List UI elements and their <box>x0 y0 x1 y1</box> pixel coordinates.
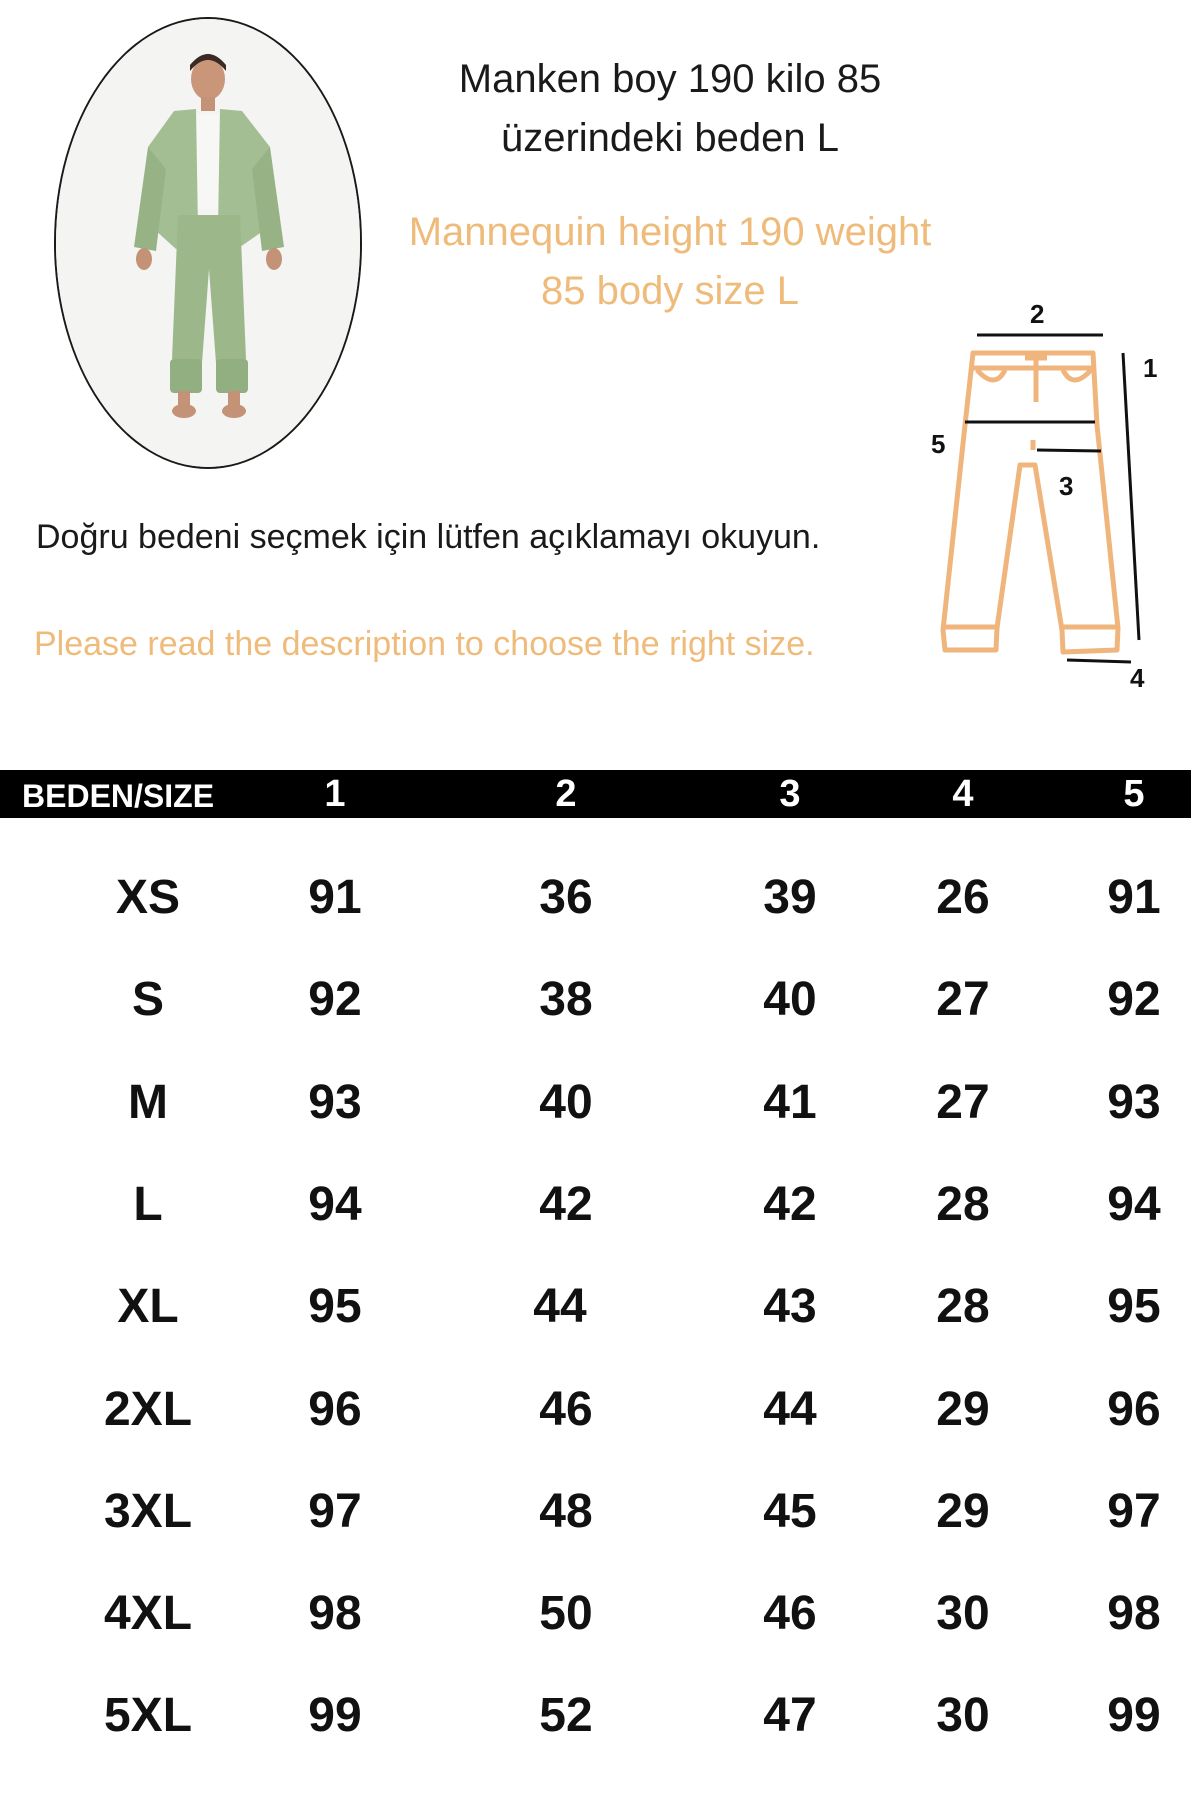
pants-measurement-diagram <box>925 290 1170 690</box>
table-row <box>0 1177 1200 1247</box>
size-label: 3XL <box>103 1485 193 1538</box>
model-info-turkish <box>370 50 970 168</box>
diagram-label-5: 5 <box>931 429 946 459</box>
table-row <box>0 1688 1200 1758</box>
size-label: S <box>131 973 165 1026</box>
size-label: M <box>128 1076 168 1129</box>
table-cell: 39 <box>763 871 817 924</box>
table-cell: 40 <box>539 1076 593 1129</box>
diagram-label-4: 4 <box>1130 663 1145 690</box>
model-info-tr-line2: üzerindeki beden L <box>500 116 840 160</box>
table-cell: 40 <box>763 973 817 1026</box>
table-cell: 96 <box>1107 1383 1161 1436</box>
diagram-label-3: 3 <box>1059 471 1074 501</box>
table-cell: 45 <box>763 1485 817 1538</box>
table-cell: 27 <box>936 973 990 1026</box>
table-cell: 97 <box>308 1485 362 1538</box>
table-cell: 26 <box>936 871 990 924</box>
table-cell: 98 <box>1107 1587 1161 1640</box>
table-cell: 27 <box>936 1076 990 1129</box>
table-cell: 92 <box>1107 973 1161 1026</box>
table-cell: 92 <box>308 973 362 1026</box>
table-cell: 29 <box>936 1485 990 1538</box>
table-cell: 28 <box>936 1178 990 1231</box>
table-cell: 28 <box>936 1280 990 1333</box>
model-info-en-line1: Mannequin height 190 weight <box>408 210 932 254</box>
table-cell: 50 <box>539 1587 593 1640</box>
table-cell: 47 <box>763 1689 817 1742</box>
table-cell: 42 <box>763 1178 817 1231</box>
size-label: XS <box>115 871 181 924</box>
table-cell: 44 <box>533 1280 587 1333</box>
model-info-en-line2: 85 body size L <box>541 269 799 313</box>
table-cell: 94 <box>1107 1178 1161 1231</box>
table-cell: 93 <box>1107 1076 1161 1129</box>
table-cell: 94 <box>308 1178 362 1231</box>
table-cell: 46 <box>539 1383 593 1436</box>
table-cell: 99 <box>1107 1689 1161 1742</box>
table-cell: 44 <box>763 1383 817 1436</box>
table-cell: 93 <box>308 1076 362 1129</box>
table-cell: 41 <box>763 1076 817 1129</box>
table-cell: 52 <box>539 1689 593 1742</box>
table-row <box>0 870 1200 940</box>
model-photo <box>54 17 362 469</box>
table-cell: 98 <box>308 1587 362 1640</box>
header-size: BEDEN/SIZE <box>22 778 215 814</box>
table-row <box>0 1279 1200 1349</box>
header-measure-4: 4 <box>952 773 974 815</box>
diagram-label-1: 1 <box>1143 353 1158 383</box>
instruction-turkish: Doğru bedeni seçmek için lütfen açıklamayı okuyun. <box>36 518 821 556</box>
size-label: 5XL <box>103 1689 193 1742</box>
header-measure-5: 5 <box>1123 773 1145 815</box>
table-cell: 42 <box>539 1178 593 1231</box>
table-cell: 48 <box>539 1485 593 1538</box>
size-table-header <box>0 770 1191 818</box>
table-cell: 99 <box>308 1689 362 1742</box>
pants-outline-icon <box>943 353 1118 652</box>
size-label: L <box>133 1178 163 1231</box>
size-label: 4XL <box>103 1587 193 1640</box>
model-info-english <box>370 203 970 321</box>
table-row <box>0 1075 1200 1145</box>
table-cell: 43 <box>763 1280 817 1333</box>
instruction-english: Please read the description to choose the right size. <box>34 625 815 663</box>
table-cell: 97 <box>1107 1485 1161 1538</box>
table-cell: 91 <box>308 871 362 924</box>
table-row <box>0 972 1200 1042</box>
table-cell: 95 <box>1107 1280 1161 1333</box>
size-label: 2XL <box>103 1383 193 1436</box>
model-info-tr-line1: Manken boy 190 kilo 85 <box>458 57 882 101</box>
size-label: XL <box>117 1280 179 1333</box>
header-measure-1: 1 <box>324 773 346 815</box>
model-figure-illustration <box>56 19 360 467</box>
header-measure-3: 3 <box>779 773 801 815</box>
table-cell: 29 <box>936 1383 990 1436</box>
table-cell: 96 <box>308 1383 362 1436</box>
table-cell: 38 <box>539 973 593 1026</box>
table-cell: 30 <box>936 1689 990 1742</box>
table-row <box>0 1382 1200 1452</box>
diagram-label-2: 2 <box>1030 299 1045 329</box>
table-row <box>0 1484 1200 1554</box>
table-cell: 46 <box>763 1587 817 1640</box>
header-measure-2: 2 <box>555 773 577 815</box>
table-row <box>0 1586 1200 1656</box>
table-cell: 36 <box>539 871 593 924</box>
table-cell: 95 <box>308 1280 362 1333</box>
table-cell: 30 <box>936 1587 990 1640</box>
table-cell: 91 <box>1107 871 1161 924</box>
